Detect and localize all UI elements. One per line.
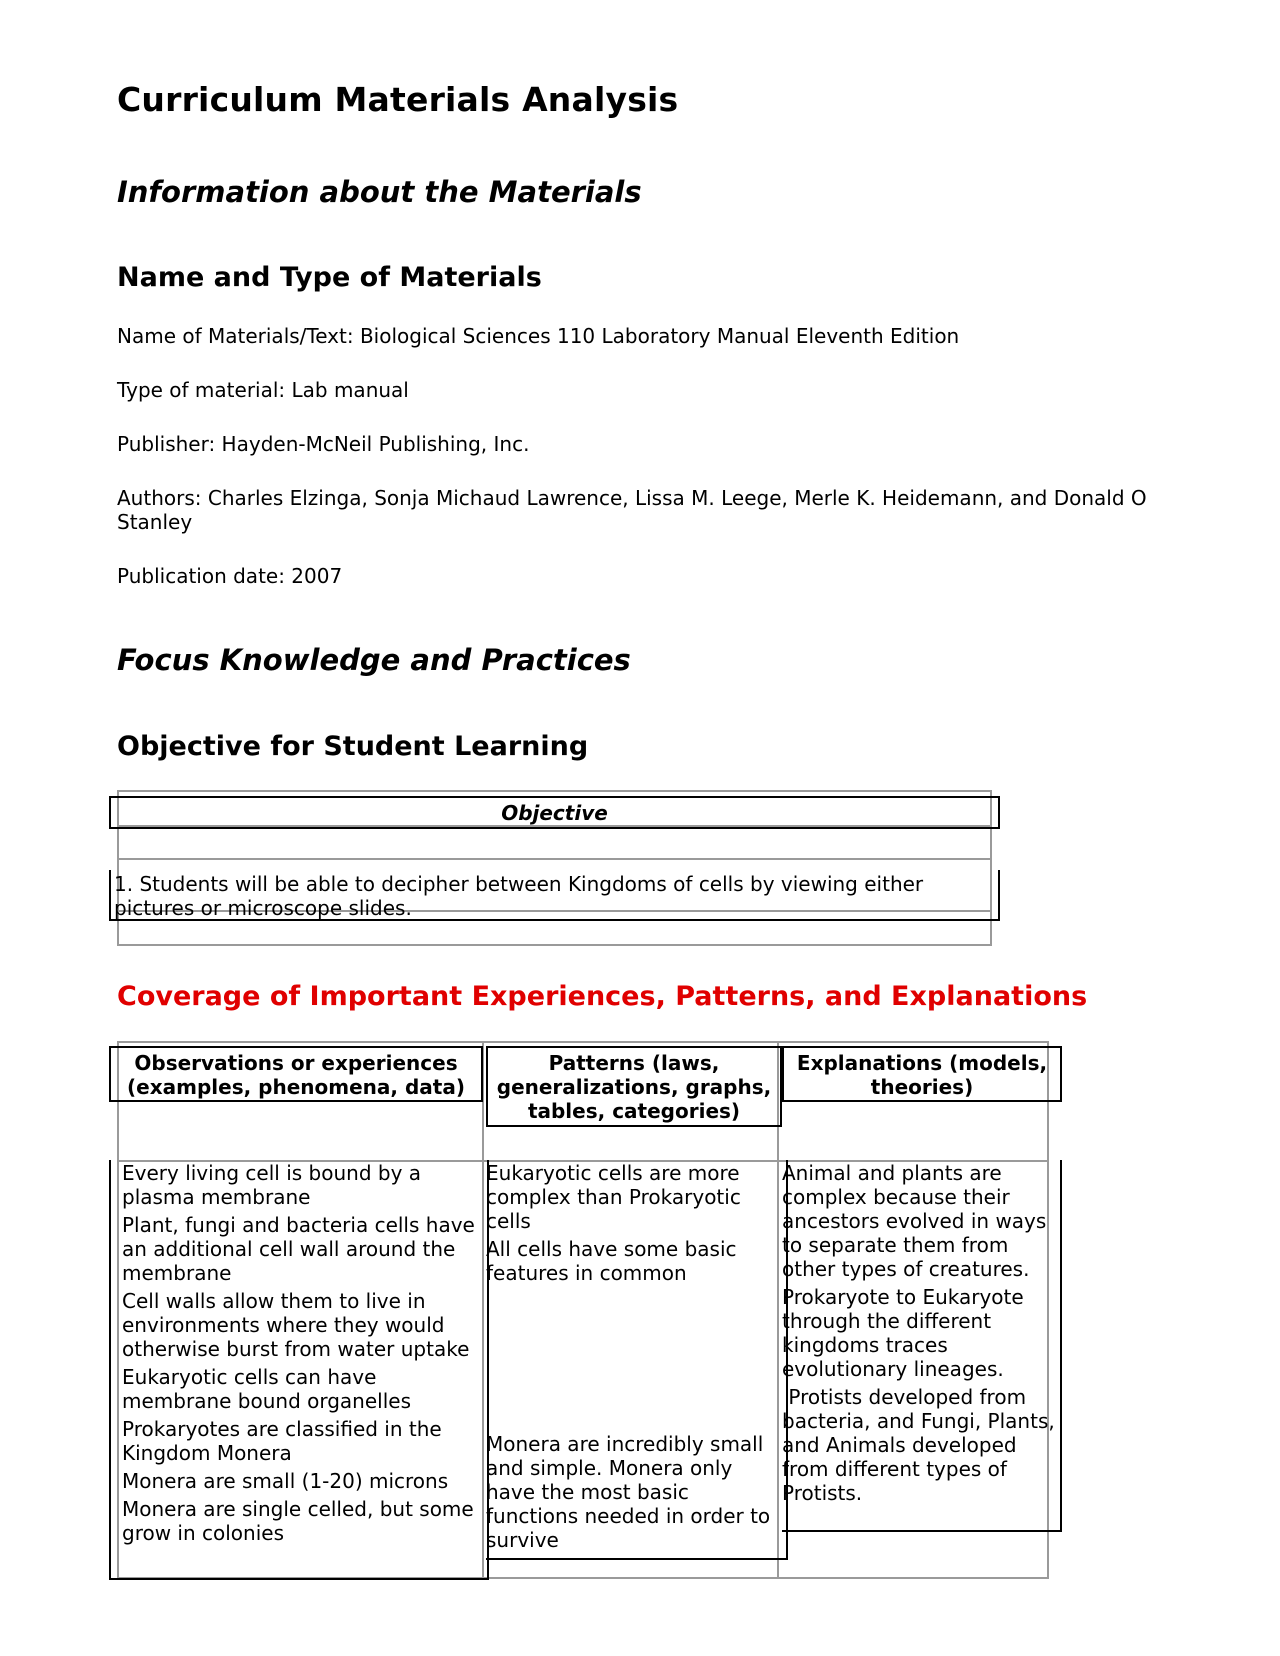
- coverage-heading: Coverage of Important Experiences, Patterns, and Explanations: [117, 981, 1088, 1012]
- observation-item: Plant, fungi and bacteria cells have an additional cell wall around the membrane: [122, 1213, 475, 1285]
- coverage-column-observations: [109, 1160, 489, 1580]
- pattern-item: All cells have some basic features in common: [486, 1237, 737, 1285]
- observation-item: Prokaryotes are classified in the Kingdom Monera: [122, 1417, 442, 1465]
- pattern-item: Eukaryotic cells are more complex than Prokaryotic cells: [486, 1161, 741, 1233]
- section-heading-information: Information about the Materials: [117, 175, 642, 209]
- observation-item: Monera are small (1-20) microns: [122, 1469, 449, 1493]
- coverage-column-explanations: [782, 1160, 1062, 1532]
- explanation-item: Protists developed from bacteria, and Fungi, Plants, and Animals developed from different types of Protists.: [782, 1385, 1062, 1505]
- objective-table-header: Objective: [109, 796, 1000, 829]
- field-publication-date: Publication date: 2007: [117, 564, 343, 588]
- field-authors: Authors: Charles Elzinga, Sonja Michaud Lawrence, Lissa M. Leege, Merle K. Heidemann, and Donald O Stanley: [117, 486, 1147, 534]
- coverage-header-explanations: Explanations (models, theories): [782, 1046, 1062, 1102]
- coverage-column-patterns: [486, 1160, 788, 1560]
- subheading-name-and-type: Name and Type of Materials: [117, 262, 542, 293]
- section-heading-focus: Focus Knowledge and Practices: [117, 643, 631, 677]
- explanation-item: Prokaryote to Eukaryote through the different kingdoms traces evolutionary lineages.: [782, 1285, 1024, 1381]
- explanation-item: Animal and plants are complex because their ancestors evolved in ways to separate them from other types of creatures.: [782, 1161, 1047, 1281]
- field-name-of-materials: Name of Materials/Text: Biological Sciences 110 Laboratory Manual Eleventh Edition: [117, 324, 960, 348]
- objective-table-row-1: 1. Students will be able to decipher between Kingdoms of cells by viewing either pictures or microscope slides.: [109, 870, 1000, 921]
- observation-item: Every living cell is bound by a plasma membrane: [122, 1161, 422, 1209]
- coverage-header-observations: Observations or experiences (examples, phenomena, data): [109, 1046, 483, 1102]
- field-type-of-material: Type of material: Lab manual: [117, 378, 409, 402]
- observation-item: Cell walls allow them to live in environments where they would otherwise burst from water uptake: [122, 1289, 470, 1361]
- observation-item: Monera are single celled, but some grow in colonies: [122, 1497, 474, 1545]
- coverage-header-patterns: Patterns (laws, generalizations, graphs, tables, categories): [486, 1046, 782, 1127]
- observation-item: Eukaryotic cells can have membrane bound organelles: [122, 1365, 411, 1413]
- page-title: Curriculum Materials Analysis: [117, 80, 679, 119]
- field-publisher: Publisher: Hayden-McNeil Publishing, Inc.: [117, 432, 530, 456]
- subheading-objective: Objective for Student Learning: [117, 731, 589, 762]
- pattern-item-monera: Monera are incredibly small and simple. Monera only have the most basic functions needed in order to survive: [486, 1432, 771, 1552]
